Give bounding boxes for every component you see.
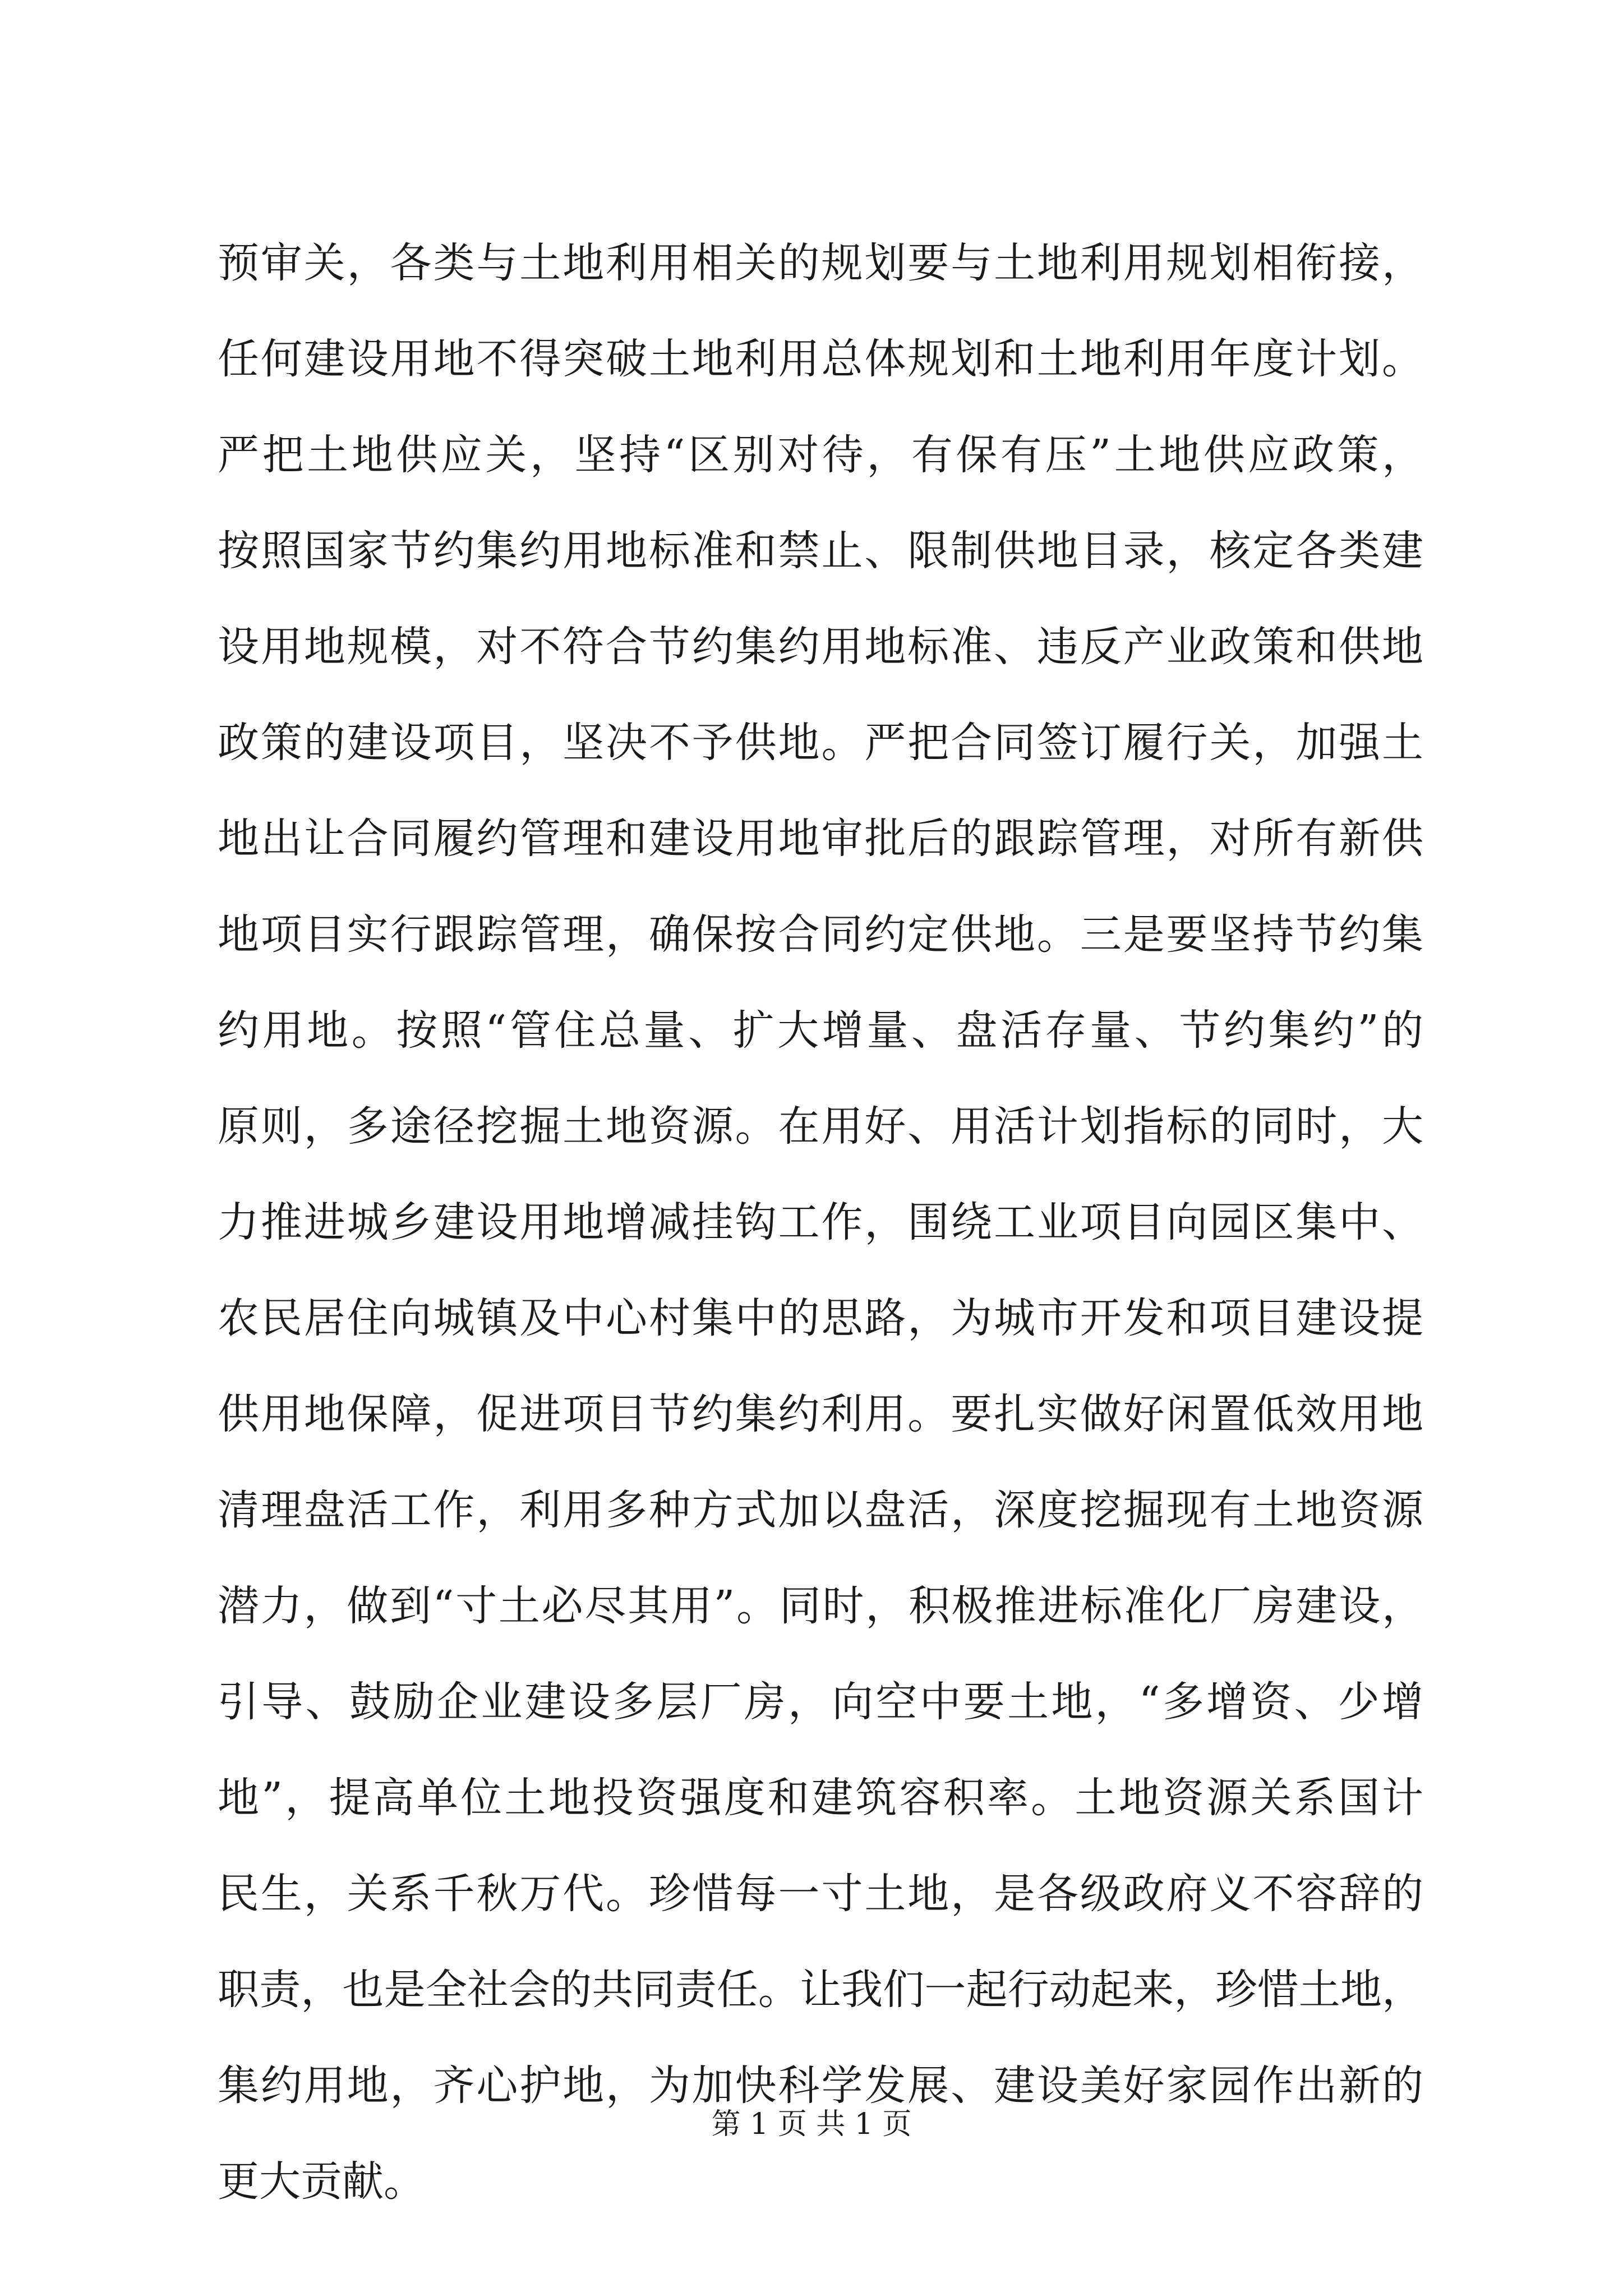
- text-line-10: 原则，多途径挖掘土地资源。在用好、用活计划指标的同时，大: [218, 1102, 1423, 1151]
- text-line-4: 按照国家节约集约用地标准和禁止、限制供地目录，核定各类建: [218, 527, 1423, 575]
- text-line-18: 民生，关系千秋万代。珍惜每一寸土地，是各级政府义不容辞的: [218, 1870, 1423, 1918]
- text-line-21: 更大贡献。: [218, 2157, 425, 2206]
- page-footer: [0, 2105, 1623, 2144]
- text-line-3: 严把土地供应关，坚持“区别对待，有保有压”土地供应政策，: [218, 431, 1423, 479]
- text-line-7: 地出让合同履约管理和建设用地审批后的跟踪管理，对所有新供: [218, 815, 1423, 863]
- text-line-16: 引导、鼓励企业建设多层厂房，向空中要土地，“多增资、少增: [218, 1678, 1423, 1726]
- text-line-9: 约用地。按照“管住总量、扩大增量、盘活存量、节约集约”的: [218, 1006, 1423, 1055]
- text-line-20: 集约用地，齐心护地，为加快科学发展、建设美好家园作出新的: [218, 2062, 1423, 2110]
- text-line-5: 设用地规模，对不符合节约集约用地标准、违反产业政策和供地: [218, 623, 1423, 671]
- text-line-1: 预审关，各类与土地利用相关的规划要与土地利用规划相衔接，: [218, 239, 1423, 287]
- text-line-12: 农民居住向城镇及中心村集中的思路，为城市开发和项目建设提: [218, 1294, 1423, 1342]
- body-paragraph: [218, 215, 1423, 2230]
- text-line-2: 任何建设用地不得突破土地利用总体规划和土地利用年度计划。: [218, 335, 1423, 383]
- text-line-11: 力推进城乡建设用地增减挂钩工作，围绕工业项目向园区集中、: [218, 1198, 1423, 1246]
- page-number-label: 第 1 页 共 1 页: [711, 2108, 912, 2141]
- text-line-8: 地项目实行跟踪管理，确保按合同约定供地。三是要坚持节约集: [218, 910, 1423, 959]
- text-line-13: 供用地保障，促进项目节约集约利用。要扎实做好闲置低效用地: [218, 1390, 1423, 1438]
- text-line-14: 清理盘活工作，利用多种方式加以盘活，深度挖掘现有土地资源: [218, 1486, 1423, 1534]
- text-line-15: 潜力，做到“寸土必尽其用”。同时，积极推进标准化厂房建设，: [218, 1582, 1423, 1630]
- text-line-19: 职责，也是全社会的共同责任。让我们一起行动起来，珍惜土地，: [218, 1966, 1423, 2014]
- text-line-6: 政策的建设项目，坚决不予供地。严把合同签订履行关，加强土: [218, 719, 1423, 767]
- text-line-17: 地”，提高单位土地投资强度和建筑容积率。土地资源关系国计: [218, 1774, 1423, 1822]
